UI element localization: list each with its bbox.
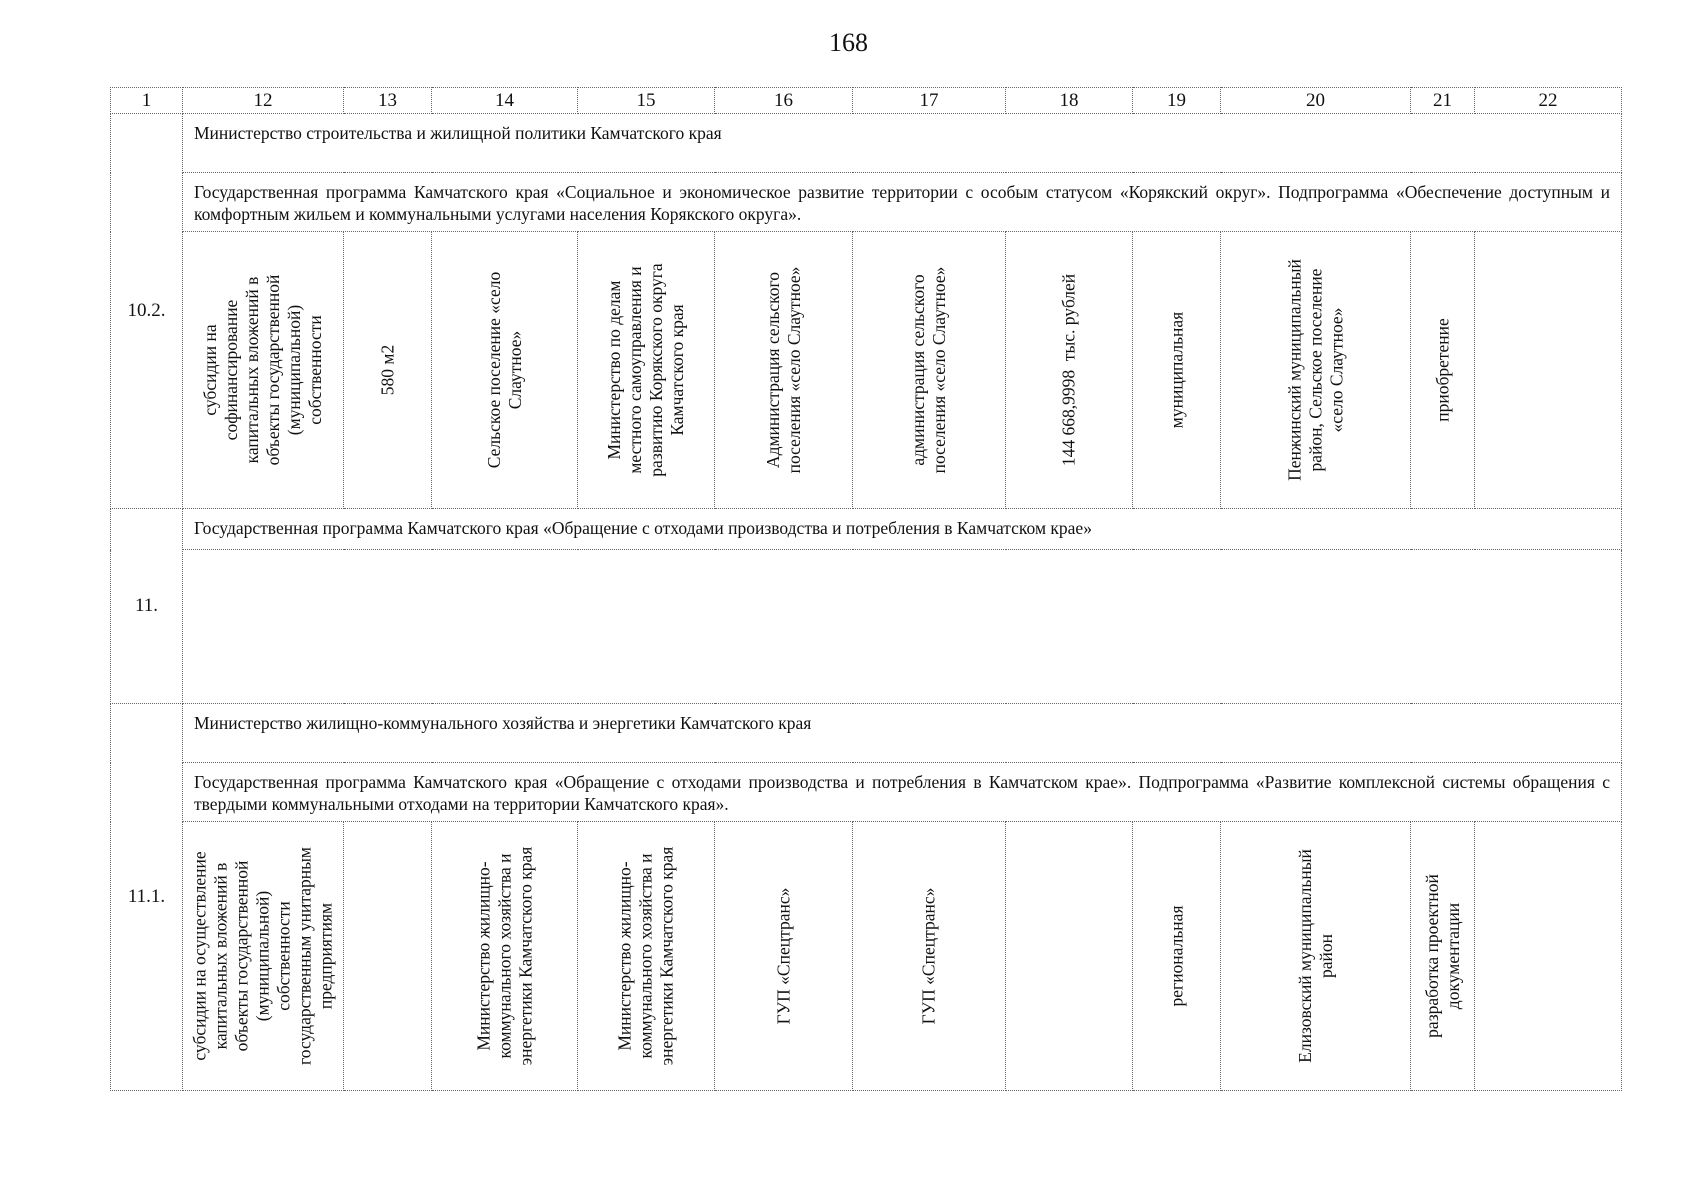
column-header: 20 — [1221, 88, 1411, 114]
cell-customer: ГУП «Спецтранс» — [853, 822, 1006, 1091]
cell-municipality: Елизовский муниципальный район — [1221, 822, 1411, 1091]
cell-recipient: Администрация сельского поселения «село Слаутное» — [715, 232, 853, 509]
row-number: 11. — [111, 509, 183, 704]
column-header: 17 — [853, 88, 1006, 114]
column-header: 13 — [344, 88, 432, 114]
cell-action: разработка проектной документации — [1411, 822, 1475, 1091]
table-row — [111, 232, 1622, 509]
cell-ownership: муниципальная — [1133, 232, 1221, 509]
column-header: 12 — [183, 88, 344, 114]
cell-location: Министерство жилищно- коммунального хозяйства и энергетики Камчатского края — [432, 822, 578, 1091]
table-row — [111, 509, 1622, 550]
cell-ownership: региональная — [1133, 822, 1221, 1091]
cell-action: приобретение — [1411, 232, 1475, 509]
cell-municipality: Пенжинский муниципальный район, Сельское поселение «село Слаутное» — [1221, 232, 1411, 509]
cell-cost: 144 668,9998 тыс. рублей — [1006, 232, 1133, 509]
column-header: 15 — [578, 88, 715, 114]
column-header: 19 — [1133, 88, 1221, 114]
table-row — [111, 704, 1622, 763]
ministry-name: Министерство жилищно-коммунального хозяйства и энергетики Камчатского края — [183, 704, 1622, 763]
table-row — [111, 763, 1622, 822]
cell-location: Сельское поселение «село Слаутное» — [432, 232, 578, 509]
cell-responsible-ministry: Министерство по делам местного самоуправления и развитию Корякского округа Камчатского края — [578, 232, 715, 509]
page-number: 168 — [829, 28, 868, 57]
cell-responsible-ministry: Министерство жилищно- коммунального хозяйства и энергетики Камчатского края — [578, 822, 715, 1091]
program-name: Государственная программа Камчатского края «Социальное и экономическое развитие территории с особым статусом «Корякский округ». Подпрограмма «Обеспечение доступным и комфортным жильем и коммунальными услугами населения Корякского округа». — [183, 173, 1622, 232]
cell-recipient: ГУП «Спецтранс» — [715, 822, 853, 1091]
column-header: 14 — [432, 88, 578, 114]
cell-subsidy-type: субсидии на софинансирование капитальных вложений в объекты государственной (муниципальной) собственности — [183, 232, 344, 509]
cell-notes — [1475, 822, 1622, 1091]
row-number: 11.1. — [111, 704, 183, 1091]
cell-capacity — [344, 822, 432, 1091]
column-header: 22 — [1475, 88, 1622, 114]
cell-customer: администрация сельского поселения «село Слаутное» — [853, 232, 1006, 509]
column-header: 21 — [1411, 88, 1475, 114]
cell-subsidy-type: субсидии на осуществление капитальных вложений в объекты государственной (муниципальной) собственности государственным унитарным предприятиям — [183, 822, 344, 1091]
ministry-name: Министерство строительства и жилищной политики Камчатского края — [183, 114, 1622, 173]
table-row — [111, 822, 1622, 1091]
column-header-row — [111, 88, 1622, 114]
row-number: 10.2. — [111, 114, 183, 509]
column-header: 1 — [111, 88, 183, 114]
cell-cost — [1006, 822, 1133, 1091]
document-table — [110, 87, 1622, 1091]
table-row — [111, 114, 1622, 173]
empty-cell — [183, 550, 1622, 704]
program-name: Государственная программа Камчатского края «Обращение с отходами производства и потребления в Камчатском крае». Подпрограмма «Развитие комплексной системы обращения с твердыми коммунальными отходами на территории Камчатского края». — [183, 763, 1622, 822]
program-name: Государственная программа Камчатского края «Обращение с отходами производства и потребления в Камчатском крае» — [183, 509, 1622, 550]
column-header: 16 — [715, 88, 853, 114]
cell-notes — [1475, 232, 1622, 509]
table-row — [111, 173, 1622, 232]
column-header: 18 — [1006, 88, 1133, 114]
table-row — [111, 550, 1622, 704]
cell-capacity: 580 м2 — [344, 232, 432, 509]
